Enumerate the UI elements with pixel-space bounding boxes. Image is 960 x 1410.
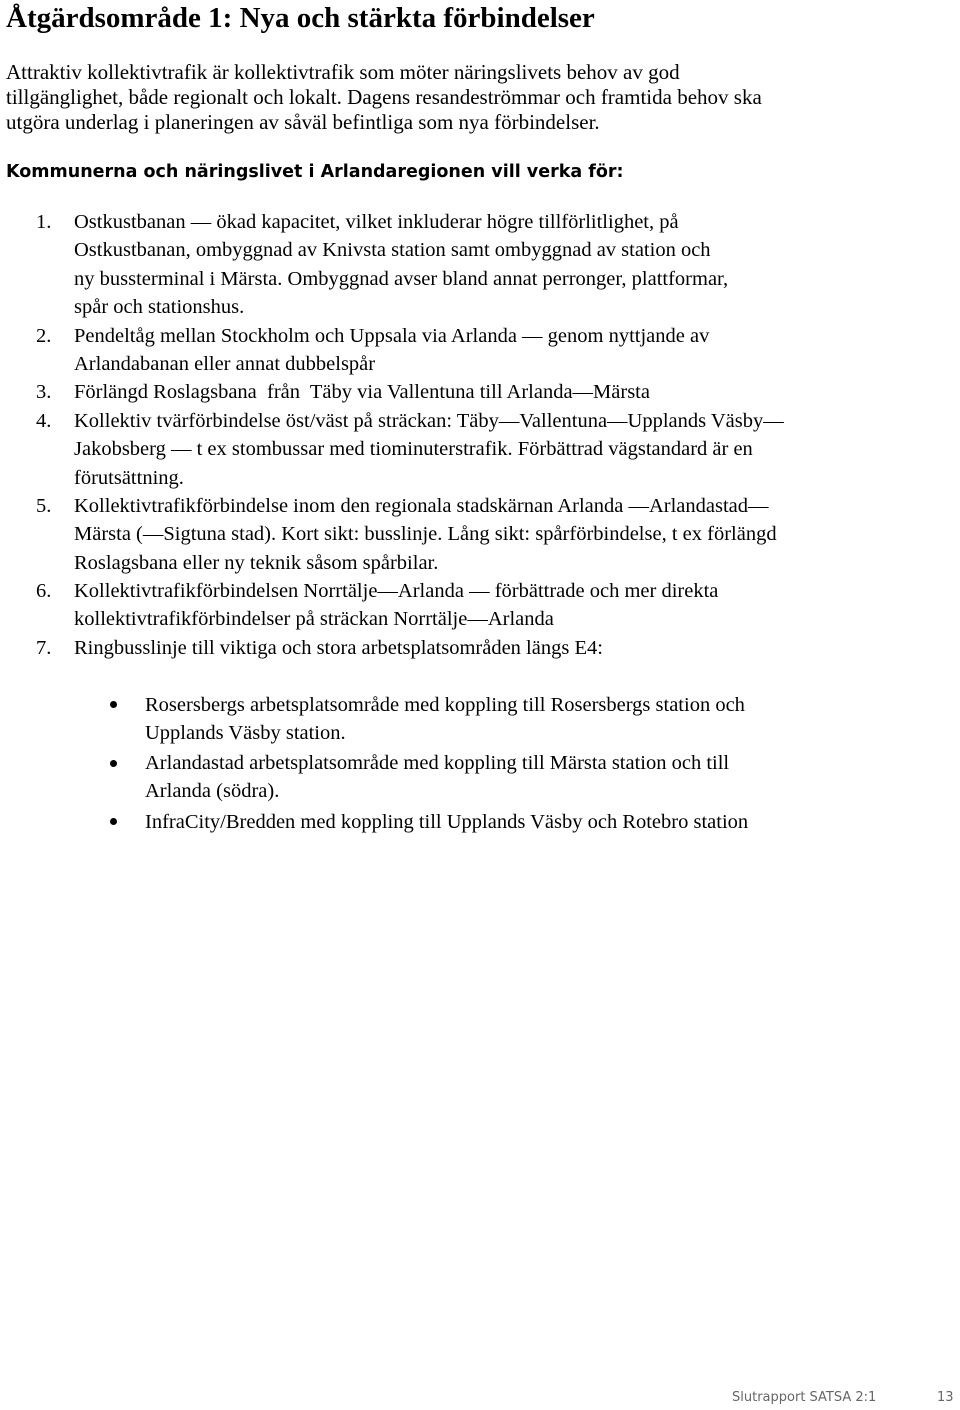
bullet-line: Rosersbergs arbetsplatsområde med koppling till Rosersbergs station och: [145, 693, 745, 716]
list-line: Ostkustbanan — ökad kapacitet, vilket inkluderar högre tillförlitlighet, på: [74, 211, 679, 233]
footer: [0, 1389, 960, 1407]
numbered-list: [0, 208, 960, 662]
list-line: Arlandabanan eller annat dubbelspår: [74, 352, 376, 375]
page-title: Åtgärdsområde 1: Nya och stärkta förbindelser: [6, 2, 595, 34]
bullet-line: Arlanda (södra).: [145, 780, 280, 802]
bullet-line: Arlandastad arbetsplatsområde med koppling till Märsta station och till: [145, 752, 730, 774]
bullet-icon: [110, 818, 117, 825]
list-number: 6.: [36, 580, 52, 603]
list-number: 4.: [36, 409, 52, 432]
list-number: 7.: [36, 636, 52, 659]
list-line: ny bussterminal i Märsta. Ombyggnad avser bland annat perronger, plattformar,: [74, 267, 729, 290]
list-line: Kollektiv tvärförbindelse öst/väst på sträckan: Täby—Vallentuna—Upplands Väsby—: [74, 409, 784, 432]
bullet-icon: [110, 701, 117, 708]
list-line: spår och stationshus.: [74, 296, 245, 319]
list-number: 5.: [36, 494, 52, 517]
list-line: Pendeltåg mellan Stockholm och Uppsala via Arlanda — genom nyttjande av: [74, 324, 710, 347]
list-item: [0, 378, 960, 406]
page-number: 13: [937, 1390, 954, 1405]
list-item: [0, 407, 960, 492]
list-line: Kollektivtrafikförbindelsen Norrtälje—Arlanda — förbättrade och mer direkta: [74, 580, 719, 603]
list-number: 3.: [36, 381, 52, 404]
intro-line: tillgänglighet, både regionalt och lokalt. Dagens resandeströmmar och framtida behov ska: [6, 85, 762, 109]
bullet-icon: [110, 760, 117, 767]
list-line: Märsta (—Sigtuna stad). Kort sikt: busslinje. Lång sikt: spårförbindelse, t ex förlängd: [74, 523, 777, 546]
intro-line: Attraktiv kollektivtrafik är kollektivtrafik som möter näringslivets behov av god: [6, 60, 680, 84]
list-item: [0, 208, 960, 322]
list-line: Jakobsberg — t ex stombussar med tiominuterstrafik. Förbättrad vägstandard är en: [74, 438, 753, 461]
bullet-line: Upplands Väsby station.: [145, 721, 346, 744]
bullet-item: [0, 691, 960, 747]
list-item: [0, 577, 960, 634]
list-line: Kollektivtrafikförbindelse inom den regionala stadskärnan Arlanda —Arlandastad—: [74, 494, 769, 517]
list-line: förutsättning.: [74, 466, 184, 489]
intro-line: utgöra underlag i planeringen av såväl befintliga som nya förbindelser.: [6, 110, 600, 134]
list-line: Ostkustbanan, ombyggnad av Knivsta station samt ombyggnad av station och: [74, 239, 711, 262]
list-item: [0, 322, 960, 379]
list-line: Roslagsbana eller ny teknik såsom spårbilar.: [74, 551, 439, 574]
list-number: 1.: [36, 211, 52, 233]
list-line: kollektivtrafikförbindelser på sträckan Norrtälje—Arlanda: [74, 608, 554, 631]
list-line: Förlängd Roslagsbana från Täby via Vallentuna till Arlanda—Märsta: [74, 381, 650, 404]
list-line: Ringbusslinje till viktiga och stora arbetsplatsområden längs E4:: [74, 636, 603, 659]
bullet-list: [0, 691, 960, 839]
list-item: [0, 634, 960, 662]
intro-paragraph: [6, 60, 762, 135]
lead-heading: Kommunerna och näringslivet i Arlandaregionen vill verka för:: [6, 162, 624, 182]
list-number: 2.: [36, 324, 52, 347]
list-item: [0, 492, 960, 577]
bullet-item: [0, 749, 960, 805]
footer-report-label: Slutrapport SATSA 2:1: [732, 1390, 877, 1405]
bullet-line: InfraCity/Bredden med koppling till Upplands Väsby och Rotebro station: [145, 810, 749, 833]
bullet-item: [0, 808, 960, 836]
